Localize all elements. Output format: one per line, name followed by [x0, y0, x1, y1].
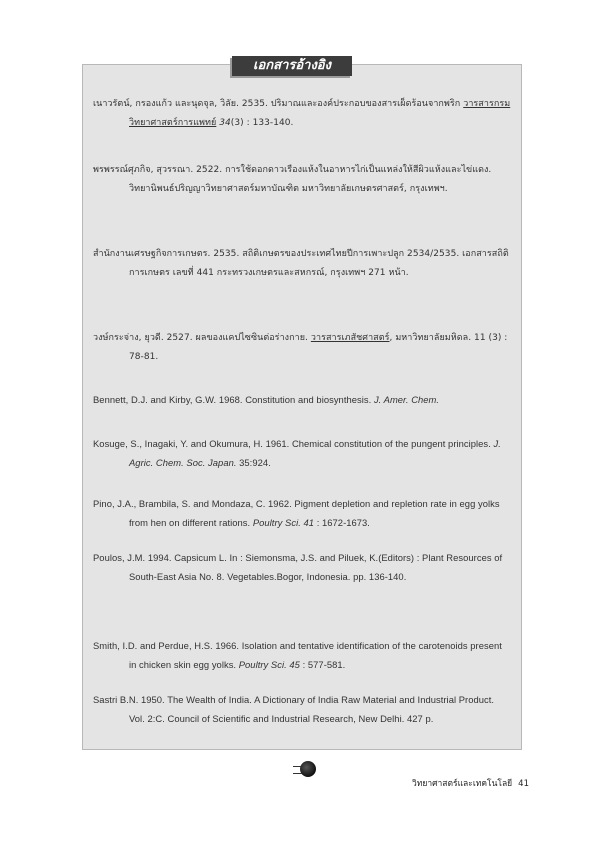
reference-text: สำนักงานเศรษฐกิจการเกษตร. 2535. สถิติเกษตรของประเทศไทยปีการเพาะปลูก 2534/2535. เอกสารสถิติการเกษตร เลขที่ 441 กระทรวงเกษตรและสหกรณ์, กรุงเทพฯ 271 หน้า.	[93, 249, 509, 278]
reference-pages: : 577-581.	[299, 658, 346, 670]
section-title: เอกสารอ้างอิง	[232, 56, 352, 76]
reference-item-5	[93, 391, 511, 410]
reference-item-7	[93, 495, 511, 532]
reference-item-9	[93, 637, 511, 674]
reference-pages: (3) : 133-140.	[230, 117, 294, 128]
reference-item-4	[93, 329, 511, 366]
reference-journal: วารสารกรมวิทยาศาสตร์การแพทย์	[129, 99, 511, 128]
page-number: 41	[518, 779, 529, 789]
reference-item-2	[93, 161, 511, 198]
reference-journal: Poultry Sci. 41	[252, 516, 315, 528]
reference-item-10	[93, 691, 511, 728]
reference-panel	[82, 64, 522, 750]
reference-text: พรพรรณ์ศุภกิจ, สุวรรณา. 2522. การใช้ดอกดาวเรืองแห้งในอาหารไก่เป็นแหล่งให้สีผิวแห้งและไข่แดง. วิทยานิพนธ์ปริญญาวิทยาศาสตร์มหาบัณฑิต มหาวิทยาลัยเกษตรศาสตร์, กรุงเทพฯ.	[93, 165, 492, 194]
reference-text: Poulos, J.M. 1994. Capsicum L. In : Siemonsma, J.S. and Piluek, K.(Editors) : Plant Resources of South-East Asia No. 8. Vegetables.Bogor, Indonesia. pp. 136-140.	[93, 552, 503, 582]
reference-text: Sastri B.N. 1950. The Wealth of India. A Dictionary of India Raw Material and Industrial Product. Vol. 2:C. Council of Scientific and Industrial Research, New Delhi. 427 p.	[93, 694, 495, 724]
reference-text: Bennett, D.J. and Kirby, G.W. 1968. Constitution and biosynthesis.	[93, 394, 374, 405]
reference-volume: 34	[216, 117, 231, 128]
reference-text: Pino, J.A., Brambila, S. and Mondaza, C. 1962. Pigment depletion and repletion rate in egg yolks from hen on different rations.	[93, 498, 500, 528]
footer	[412, 776, 529, 790]
reference-pages: , มหาวิทยาลัยมหิดล. 11 (3) : 78-81.	[129, 333, 508, 362]
reference-journal: J. Amer. Chem.	[373, 394, 440, 405]
reference-journal: Poultry Sci. 45	[238, 658, 300, 670]
reference-journal: วารสารเภสัชศาสตร์	[310, 333, 390, 343]
reference-text: วงษ์กระจ่าง, ยุวดี. 2527. ผลของแคปไซซินต่อร่างกาย.	[93, 333, 311, 343]
reference-pages: : 1672-1673.	[314, 516, 370, 528]
reference-item-1	[93, 95, 511, 132]
reference-item-6	[93, 435, 511, 472]
footer-logo-icon	[300, 761, 316, 777]
reference-item-8	[93, 549, 511, 586]
reference-item-3	[93, 245, 511, 282]
reference-text: Kosuge, S., Inagaki, Y. and Okumura, H. 1961. Chemical constitution of the pungent principles.	[93, 438, 494, 449]
reference-text: Smith, I.D. and Perdue, H.S. 1966. Isolation and tentative identification of the carotenoids present in chicken skin egg yolks.	[93, 640, 502, 670]
reference-journal: J. Agric. Chem. Soc. Japan.	[129, 438, 501, 468]
reference-text: เนาวรัตน์, กรองแก้ว และนุดจุล, วิลัย. 2535. ปริมาณและองค์ประกอบของสารเผ็ดร้อนจากพริก	[93, 99, 464, 109]
footer-title: วิทยาศาสตร์และเทคโนโลยี	[412, 779, 513, 789]
reference-pages: 35:924.	[236, 456, 271, 468]
